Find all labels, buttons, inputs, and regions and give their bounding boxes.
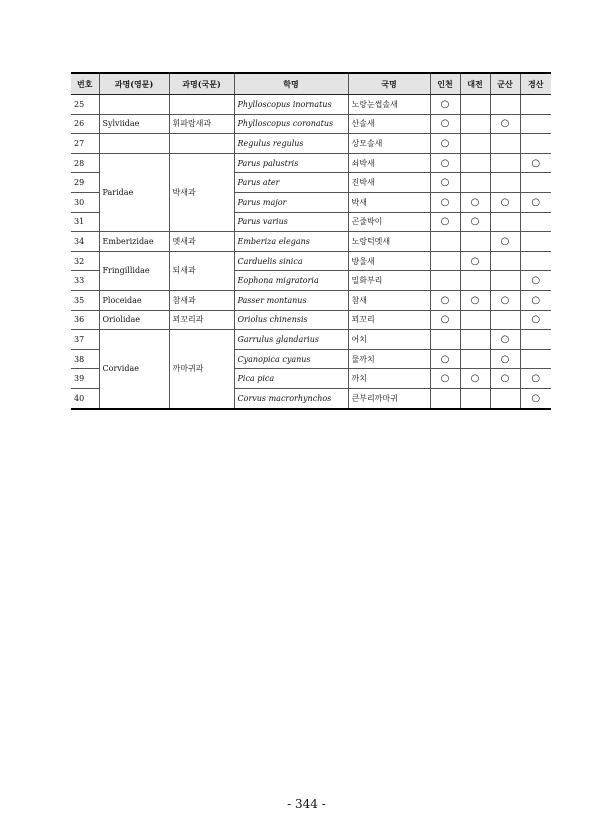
- scientific-name: Garrulus glandarius: [234, 330, 348, 350]
- presence-gunsan: [490, 310, 520, 330]
- presence-circle-icon: ○: [531, 392, 541, 404]
- presence-circle-icon: ○: [440, 216, 450, 228]
- presence-circle-icon: ○: [531, 314, 541, 326]
- header-scientific-name: 학명: [234, 73, 348, 95]
- presence-gunsan: [490, 173, 520, 193]
- presence-circle-icon: ○: [531, 275, 541, 287]
- presence-incheon: [430, 330, 460, 350]
- presence-circle-icon: ○: [440, 118, 450, 130]
- presence-gyeongsan: [520, 134, 551, 154]
- presence-incheon: [430, 212, 460, 232]
- family-english: Ploceidae: [99, 290, 169, 310]
- presence-gyeongsan: [520, 271, 551, 291]
- table-row: [71, 114, 551, 134]
- header-gyeongsan: 경산: [520, 73, 551, 95]
- header-daejeon: 대전: [460, 73, 490, 95]
- presence-incheon: [430, 192, 460, 212]
- presence-daejeon: [460, 212, 490, 232]
- scientific-name: Oriolus chinensis: [234, 310, 348, 330]
- scientific-name: Parus palustris: [234, 153, 348, 173]
- presence-daejeon: [460, 134, 490, 154]
- korean-name: 까치: [348, 369, 430, 389]
- presence-gyeongsan: [520, 330, 551, 350]
- presence-daejeon: [460, 271, 490, 291]
- scientific-name: Eophona migratoria: [234, 271, 348, 291]
- presence-incheon: [430, 349, 460, 369]
- row-number: 38: [71, 349, 99, 369]
- scientific-name: Parus varius: [234, 212, 348, 232]
- table-row: [71, 95, 551, 115]
- presence-circle-icon: ○: [500, 235, 510, 247]
- presence-gyeongsan: [520, 290, 551, 310]
- header-korean-name: 국명: [348, 73, 430, 95]
- presence-gunsan: [490, 192, 520, 212]
- presence-gunsan: [490, 271, 520, 291]
- family-korean: 되새과: [169, 251, 234, 290]
- korean-name: 큰부리까마귀: [348, 388, 430, 408]
- row-number: 35: [71, 290, 99, 310]
- row-number: 31: [71, 212, 99, 232]
- presence-gunsan: [490, 95, 520, 115]
- scientific-name: Cyanopica cyanus: [234, 349, 348, 369]
- presence-incheon: [430, 95, 460, 115]
- presence-incheon: [430, 232, 460, 252]
- presence-gunsan: [490, 212, 520, 232]
- scientific-name: Passer montanus: [234, 290, 348, 310]
- presence-gunsan: [490, 349, 520, 369]
- korean-name: 노랑눈썹솔새: [348, 95, 430, 115]
- family-korean: 박새과: [169, 153, 234, 231]
- header-family-ko: 과명(국문): [169, 73, 234, 95]
- header-number: 번호: [71, 73, 99, 95]
- korean-name: 진박새: [348, 173, 430, 193]
- presence-daejeon: [460, 153, 490, 173]
- scientific-name: Regulus regulus: [234, 134, 348, 154]
- presence-circle-icon: ○: [440, 157, 450, 169]
- family-english: Emberizidae: [99, 232, 169, 252]
- table-row: [71, 232, 551, 252]
- table-row: [71, 290, 551, 310]
- row-number: 29: [71, 173, 99, 193]
- korean-name: 꾀꼬리: [348, 310, 430, 330]
- presence-incheon: [430, 271, 460, 291]
- family-korean: 멧새과: [169, 232, 234, 252]
- family-korean: 까마귀과: [169, 330, 234, 409]
- presence-gunsan: [490, 388, 520, 408]
- presence-circle-icon: ○: [440, 98, 450, 110]
- presence-gunsan: [490, 290, 520, 310]
- presence-gyeongsan: [520, 95, 551, 115]
- presence-incheon: [430, 153, 460, 173]
- table-header-row: [71, 73, 551, 95]
- row-number: 33: [71, 271, 99, 291]
- row-number: 30: [71, 192, 99, 212]
- scientific-name: Emberiza elegans: [234, 232, 348, 252]
- presence-circle-icon: ○: [470, 196, 480, 208]
- presence-incheon: [430, 310, 460, 330]
- presence-circle-icon: ○: [500, 196, 510, 208]
- presence-incheon: [430, 369, 460, 389]
- presence-incheon: [430, 173, 460, 193]
- presence-circle-icon: ○: [500, 353, 510, 365]
- presence-gyeongsan: [520, 388, 551, 408]
- presence-circle-icon: ○: [440, 353, 450, 365]
- korean-name: 참새: [348, 290, 430, 310]
- korean-name: 쇠박새: [348, 153, 430, 173]
- presence-gyeongsan: [520, 192, 551, 212]
- presence-gyeongsan: [520, 369, 551, 389]
- korean-name: 물까치: [348, 349, 430, 369]
- korean-name: 방울새: [348, 251, 430, 271]
- presence-daejeon: [460, 369, 490, 389]
- family-english: Corvidae: [99, 330, 169, 409]
- family-korean: [169, 134, 234, 154]
- presence-incheon: [430, 114, 460, 134]
- scientific-name: Phylloscopus inornatus: [234, 95, 348, 115]
- presence-daejeon: [460, 330, 490, 350]
- presence-daejeon: [460, 349, 490, 369]
- page-number: - 344 -: [287, 797, 326, 811]
- korean-name: 곤줄박이: [348, 212, 430, 232]
- scientific-name: Phylloscopus coronatus: [234, 114, 348, 134]
- presence-circle-icon: ○: [440, 314, 450, 326]
- family-english: Paridae: [99, 153, 169, 231]
- presence-daejeon: [460, 388, 490, 408]
- scientific-name: Carduelis sinica: [234, 251, 348, 271]
- family-english: Fringillidae: [99, 251, 169, 290]
- korean-name: 밀화부리: [348, 271, 430, 291]
- presence-gyeongsan: [520, 349, 551, 369]
- presence-gunsan: [490, 114, 520, 134]
- presence-daejeon: [460, 232, 490, 252]
- row-number: 34: [71, 232, 99, 252]
- table-row: [71, 251, 551, 271]
- korean-name: 박새: [348, 192, 430, 212]
- family-english: Sylviidae: [99, 114, 169, 134]
- family-english: [99, 134, 169, 154]
- presence-circle-icon: ○: [531, 373, 541, 385]
- family-korean: [169, 95, 234, 115]
- bird-species-table: [71, 72, 551, 410]
- presence-gunsan: [490, 153, 520, 173]
- korean-name: 어치: [348, 330, 430, 350]
- header-family-en: 과명(영문): [99, 73, 169, 95]
- row-number: 37: [71, 330, 99, 350]
- presence-gunsan: [490, 251, 520, 271]
- table-row: [71, 330, 551, 350]
- table-row: [71, 153, 551, 173]
- korean-name: 상모솔새: [348, 134, 430, 154]
- presence-circle-icon: ○: [500, 333, 510, 345]
- row-number: 26: [71, 114, 99, 134]
- presence-daejeon: [460, 114, 490, 134]
- presence-gyeongsan: [520, 153, 551, 173]
- presence-circle-icon: ○: [500, 294, 510, 306]
- presence-daejeon: [460, 95, 490, 115]
- presence-gyeongsan: [520, 251, 551, 271]
- presence-gyeongsan: [520, 173, 551, 193]
- presence-circle-icon: ○: [440, 373, 450, 385]
- scientific-name: Parus major: [234, 192, 348, 212]
- row-number: 36: [71, 310, 99, 330]
- presence-circle-icon: ○: [470, 255, 480, 267]
- korean-name: 노랑턱멧새: [348, 232, 430, 252]
- table-body: [71, 95, 551, 409]
- header-incheon: 인천: [430, 73, 460, 95]
- presence-circle-icon: ○: [470, 294, 480, 306]
- presence-gyeongsan: [520, 114, 551, 134]
- presence-circle-icon: ○: [531, 196, 541, 208]
- presence-circle-icon: ○: [470, 216, 480, 228]
- scientific-name: Parus ater: [234, 173, 348, 193]
- presence-gunsan: [490, 134, 520, 154]
- family-english: [99, 95, 169, 115]
- korean-name: 산솔새: [348, 114, 430, 134]
- presence-daejeon: [460, 251, 490, 271]
- family-english: Oriolidae: [99, 310, 169, 330]
- presence-gyeongsan: [520, 212, 551, 232]
- row-number: 25: [71, 95, 99, 115]
- row-number: 27: [71, 134, 99, 154]
- presence-gyeongsan: [520, 232, 551, 252]
- presence-incheon: [430, 388, 460, 408]
- presence-incheon: [430, 290, 460, 310]
- presence-gunsan: [490, 330, 520, 350]
- presence-circle-icon: ○: [440, 294, 450, 306]
- presence-incheon: [430, 251, 460, 271]
- header-gunsan: 군산: [490, 73, 520, 95]
- scientific-name: Pica pica: [234, 369, 348, 389]
- presence-gunsan: [490, 369, 520, 389]
- presence-daejeon: [460, 310, 490, 330]
- presence-gyeongsan: [520, 310, 551, 330]
- family-korean: 꾀꼬리과: [169, 310, 234, 330]
- row-number: 28: [71, 153, 99, 173]
- presence-circle-icon: ○: [500, 118, 510, 130]
- row-number: 39: [71, 369, 99, 389]
- presence-incheon: [430, 134, 460, 154]
- presence-circle-icon: ○: [440, 177, 450, 189]
- table-row: [71, 310, 551, 330]
- presence-circle-icon: ○: [531, 294, 541, 306]
- presence-daejeon: [460, 290, 490, 310]
- presence-circle-icon: ○: [470, 373, 480, 385]
- row-number: 40: [71, 388, 99, 408]
- presence-circle-icon: ○: [531, 157, 541, 169]
- scientific-name: Corvus macrorhynchos: [234, 388, 348, 408]
- row-number: 32: [71, 251, 99, 271]
- family-korean: 참새과: [169, 290, 234, 310]
- presence-circle-icon: ○: [500, 373, 510, 385]
- presence-circle-icon: ○: [440, 137, 450, 149]
- presence-daejeon: [460, 173, 490, 193]
- table-row: [71, 134, 551, 154]
- family-korean: 휘파람새과: [169, 114, 234, 134]
- presence-gunsan: [490, 232, 520, 252]
- presence-daejeon: [460, 192, 490, 212]
- presence-circle-icon: ○: [440, 196, 450, 208]
